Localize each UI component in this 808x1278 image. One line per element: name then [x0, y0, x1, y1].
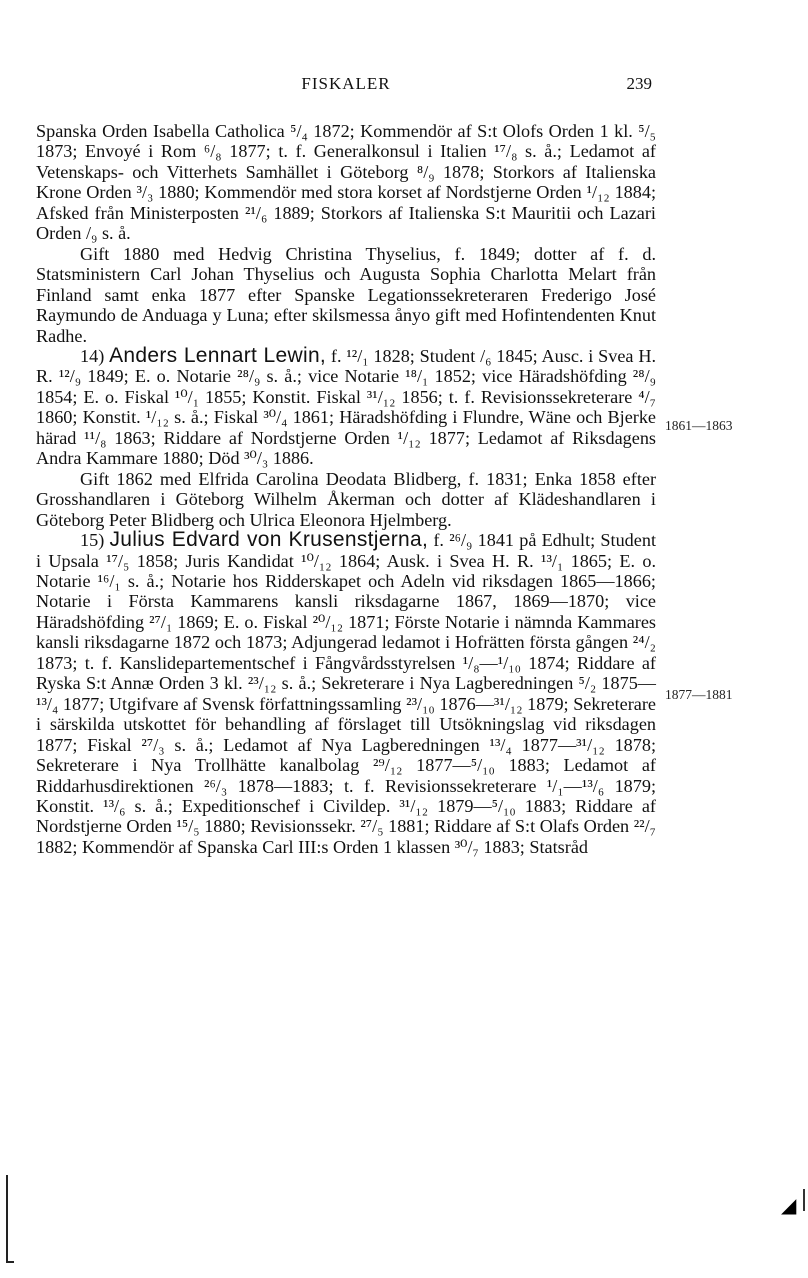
paragraph-marriage-2: Gift 1862 med Elfrida Carolina Deodata Blidberg, f. 1831; Enka 1858 efter Grosshandlaren i Göteborg Wilhelm Åkerman och dotter af Klädeshandlaren i Göteborg Peter Blidberg och Ulrica Eleonora Hjelmberg. — [36, 468, 656, 530]
page-edge-line — [803, 1189, 805, 1211]
entry-14-text: f. ¹²/₁ 1828; Student /₆ 1845; Ausc. i Svea H. R. ¹²/₉ 1849; E. o. Notarie ²⁸/₉ s. å.; vice Notarie ¹⁸/₁ 1852; vice Häradshöfding ²⁸/₉ 1854; E. o. Fiskal ¹⁰/₁ 1855; Konstit. Fiskal ³¹/₁₂ 1856; t. f. Revisionssekreterare ⁴/₇ 1860; Konstit. ¹/₁₂ s. å.; Fiskal ³⁰/₄ 1861; Häradshöfding i Flundre, Wäne och Bjerke härad ¹¹/₈ 1863; Riddare af Nordstjerne Orden ¹/₁₂ 1877; Ledamot af Riksdagens Andra Kammare 1880; Död ³⁰/₃ 1886. — [36, 345, 657, 469]
margin-note-entry-14: 1861—1863 — [665, 418, 733, 433]
paragraph-marriage-1: Gift 1880 med Hedvig Christina Thyselius, f. 1849; dotter af f. d. Statsministern Carl Johan Thyselius och Augusta Sophia Charlotta Melart från Finland samt enka 1877 efter Spanske Legationssekreteraren Frederigo José Raymundo de Anduaga y Luna; efter skilsmessa ånyo gift med Hofintendenten Knut Radhe. — [36, 243, 656, 346]
entry-15-number: 15) — [80, 530, 105, 551]
entry-14-name: Anders Lennart Lewin, — [109, 343, 327, 367]
triangle-marker-icon: ◢ — [781, 1193, 797, 1217]
margin-note-entry-15: 1877—1881 — [665, 687, 733, 702]
page-header — [36, 74, 656, 96]
running-title: FISKALER — [301, 74, 391, 93]
page-number: 239 — [626, 74, 652, 93]
entry-14-number: 14) — [80, 345, 105, 366]
binding-edge-mark — [6, 1175, 8, 1263]
entry-14 — [36, 343, 657, 469]
paragraph-honours: Spanska Orden Isabella Catholica ⁵/₄ 1872; Kommendör af S:t Olofs Orden 1 kl. ⁵/₅ 1873; Envoyé i Rom ⁶/₈ 1877; t. f. Generalkonsul i Italien ¹⁷/₈ s. å.; Ledamot af Vetenskaps- och Vitterhets Samhället i Göteborg ⁸/₉ 1878; Storkors af Italienska Krone Orden ³/₃ 1880; Kommendör med stora korset af Nordstjerne Orden ¹/₁₂ 1884; Afsked från Ministerposten ²¹/₆ 1889; Storkors af Italienska S:t Mauritii och Lazari Orden /₉ s. å. — [36, 121, 656, 244]
entry-15 — [36, 530, 656, 857]
entry-15-name: Julius Edvard von Krusenstjerna, — [109, 528, 429, 552]
binding-edge-tick — [6, 1261, 14, 1263]
page-body — [36, 121, 656, 857]
entry-15-text: f. ²⁶/₉ 1841 på Edhult; Student i Upsala ¹⁷/₅ 1858; Juris Kandidat ¹⁰/₁₂ 1864; Ausk. i Svea H. R. ¹³/₁ 1865; E. o. Notarie ¹⁶/₁ s. å.; Notarie hos Ridderskapet och Adeln vid riksdagen 1865—1866; Notarie i Första Kammarens kansli riksdagarne 1867, 1869—1870; vice Häradshöfding ²⁷/₁ 1869; E. o. Fiskal ²⁰/₁₂ 1871; Förste Notarie i nämnda Kammares kansli riksdagarne 1872 och 1873; Adjungerad ledamot i Hofrätten första gången ²⁴/₂ 1873; t. f. Kanslidepartementschef i Fångvårdsstyrelsen ¹/₈—¹/₁₀ 1874; Riddare af Ryska S:t Annæ Orden 3 kl. ²³/₁₂ s. å.; Sekreterare i Nya Lagberedningen ⁵/₂ 1875—¹³/₄ 1877; Utgifvare af Svensk författningssamling ²³/₁₀ 1876—³¹/₁₂ 1879; Sekreterare i särskilda utskottet för behandling af förslaget till Utsökningslag vid riksdagen 1877; Fiskal ²⁷/₃ s. å.; Ledamot af Nya Lagberedningen ¹³/₄ 1877—³¹/₁₂ 1878; Sekreterare i Nya Trollhätte kanalbolag ²⁹/₁₂ 1877—⁵/₁₀ 1883; Ledamot af Riddarhusdirektionen ²⁶/₃ 1878—1883; t. f. Revisionssekreterare ¹/₁—¹³/₆ 1879; Konstit. ¹³/₆ s. å.; Expeditionschef i Civildep. ³¹/₁₂ 1879—⁵/₁₀ 1883; Riddare af Nordstjerne Orden ¹⁵/₅ 1880; Revisionssekr. ²⁷/₅ 1881; Riddare af S:t Olafs Orden ²²/₇ 1882; Kommendör af Spanska Carl III:s Orden 1 klassen ³⁰/₇ 1883; Statsråd — [36, 530, 656, 857]
